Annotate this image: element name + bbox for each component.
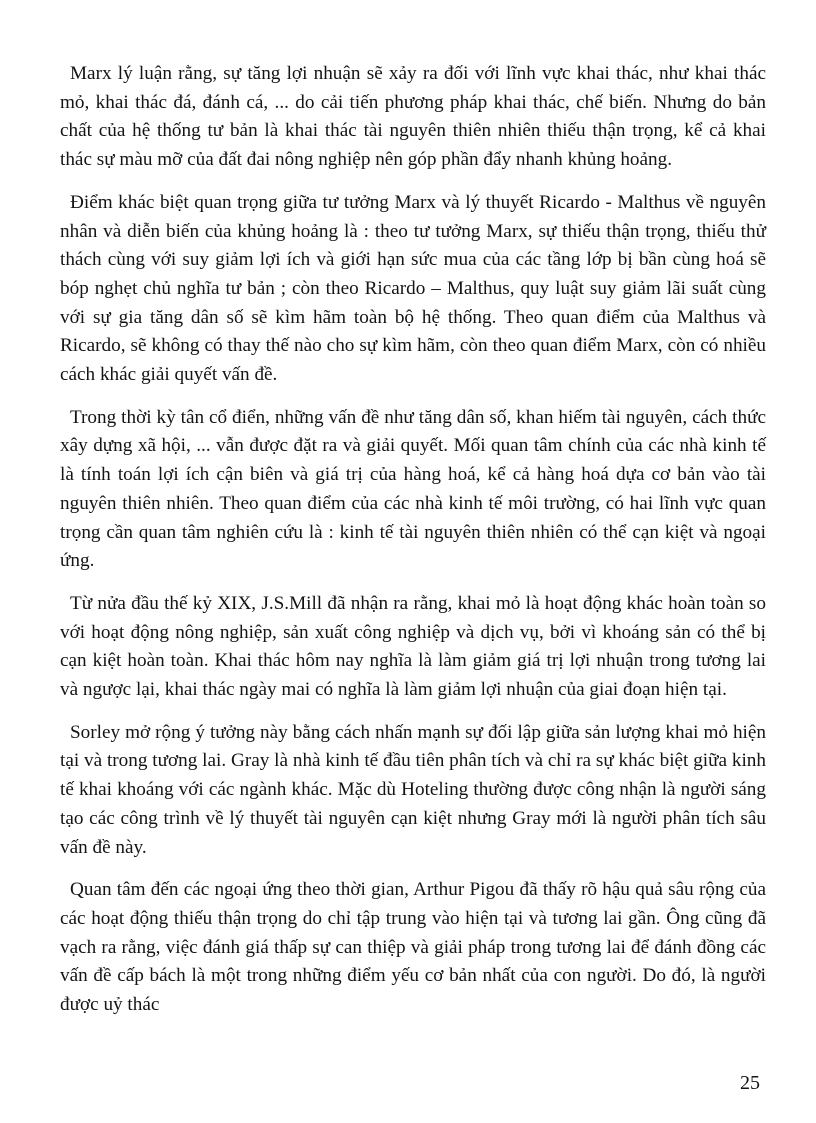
- paragraph: Sorley mở rộng ý tưởng này bằng cách nhấn mạnh sự đối lập giữa sản lượng khai mỏ hiện tại và trong tương lai. Gray là nhà kinh tế đầu tiên phân tích và chỉ ra sự khác biệt giữa kinh tế khai khoáng với các ngành khác. Mặc dù Hoteling thường được công nhận là người sáng tạo các công trình về lý thuyết tài nguyên cạn kiệt nhưng Gray mới là người phân tích sâu vấn đề này.: [60, 721, 766, 858]
- paragraph: Trong thời kỳ tân cổ điển, những vấn đề như tăng dân số, khan hiếm tài nguyên, cách thức xây dựng xã hội, ... vẫn được đặt ra và giải quyết. Mối quan tâm chính của các nhà kinh tế là tính toán lợi ích cận biên và giá trị của hàng hoá, kể cả hàng hoá dựa cơ bản vào tài nguyên thiên nhiên. Theo quan điểm của các nhà kinh tế môi trường, có hai lĩnh vực quan trọng cần quan tâm nghiên cứu là : kinh tế tài nguyên thiên nhiên có thể cạn kiệt và ngoại ứng.: [60, 406, 766, 572]
- paragraph: Từ nửa đầu thế kỷ XIX, J.S.Mill đã nhận ra rằng, khai mỏ là hoạt động khác hoàn toàn so với hoạt động nông nghiệp, sản xuất công nghiệp và dịch vụ, bởi vì khoáng sản có thể bị cạn kiệt hoàn toàn. Khai thác hôm nay nghĩa là làm giảm giá trị lợi nhuận trong tương lai và ngược lại, khai thác ngày mai có nghĩa là làm giảm lợi nhuận của giai đoạn hiện tại.: [60, 592, 766, 701]
- paragraph: Điểm khác biệt quan trọng giữa tư tưởng Marx và lý thuyết Ricardo - Malthus về nguyên nhân và diễn biến của khủng hoảng là : theo tư tưởng Marx, sự thiếu thận trọng, thiếu thử thách cùng với suy giảm lợi ích và giới hạn sức mua của các tầng lớp bị bần cùng hoá sẽ bóp nghẹt chủ nghĩa tư bản ; còn theo Ricardo – Malthus, quy luật suy giảm lãi suất cùng với sự gia tăng dân số sẽ kìm hãm toàn bộ hệ thống. Theo quan điểm của Malthus và Ricardo, sẽ không có thay thế nào cho sự kìm hãm, còn theo quan điểm Marx, còn có nhiều cách khác giải quyết vấn đề.: [60, 191, 766, 386]
- page-body: [60, 60, 766, 1034]
- paragraph: Quan tâm đến các ngoại ứng theo thời gian, Arthur Pigou đã thấy rõ hậu quả sâu rộng của các hoạt động thiếu thận trọng do chỉ tập trung vào hiện tại và tương lai gần. Ông cũng đã vạch ra rằng, việc đánh giá thấp sự can thiệp và giải pháp trong tương lai để đánh đồng các vấn đề cấp bách là một trong những điểm yếu cơ bản nhất của con người. Do đó, là người được uỷ thác: [60, 879, 766, 1016]
- page-number: 25: [740, 1072, 760, 1094]
- paragraph: Marx lý luận rằng, sự tăng lợi nhuận sẽ xảy ra đối với lĩnh vực khai thác, như khai thác mỏ, khai thác đá, đánh cá, ... do cải tiến phương pháp khai thác, chế biến. Nhưng do bản chất của hệ thống tư bản là khai thác tài nguyên thiên nhiên thiếu thận trọng, kể cả khai thác sự màu mỡ của đất đai nông nghiệp nên góp phần đẩy nhanh khủng hoảng.: [60, 63, 766, 171]
